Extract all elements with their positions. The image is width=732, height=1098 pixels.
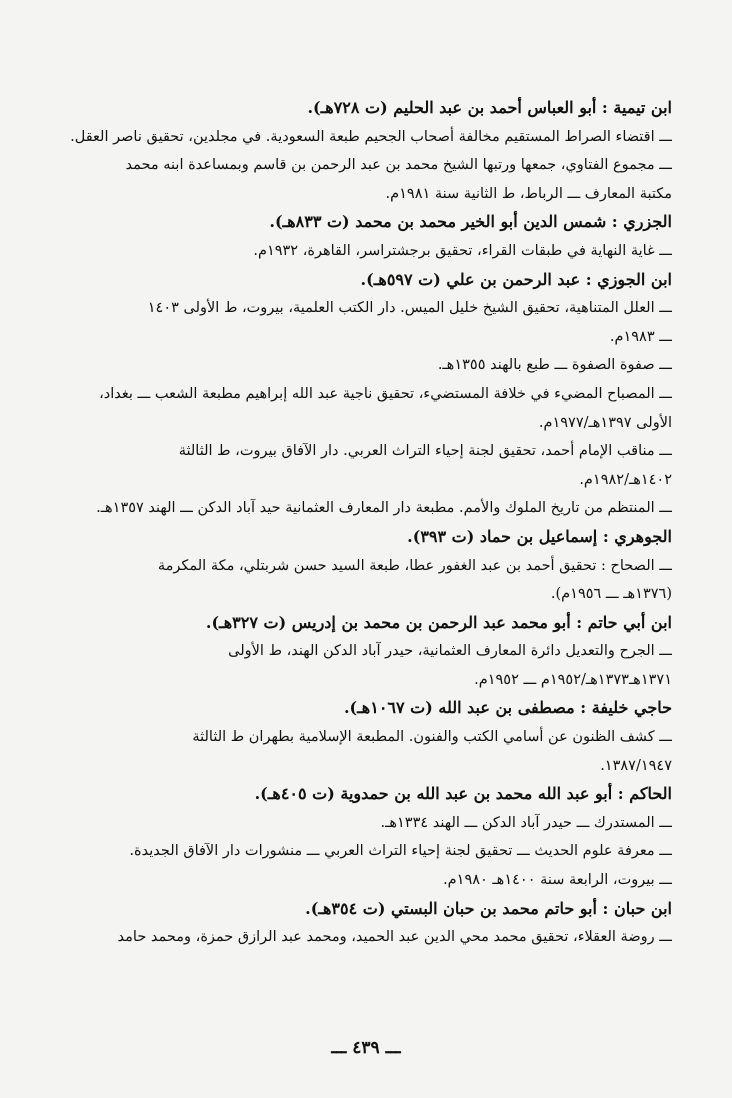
book-entry: ـــ العلل المتناهية، تحقيق الشيخ خليل الميس. دار الكتب العلمية، بيروت، ط الأولى ١٤٠٣ [147,300,672,317]
book-entry: ـــ صفوة الصفوة ـــ طبع بالهند ١٣٥٥هـ. [437,357,672,374]
book-entry: ـــ الجرح والتعديل دائرة المعارف العثمانية، حيدر آباد الدكن الهند، ط الأولى [228,643,672,660]
book-entry: ـــ كشف الظنون عن أسامي الكتب والفنون. المطبعة الإسلامية بطهران ط الثالثة [192,729,672,746]
author-heading: الحاكم : أبو عبد الله محمد بن عبد الله بن حمدوية (ت ٤٠٥هـ). [254,784,672,804]
book-entry-continuation: الأولى ١٣٩٧هـ/١٩٧٧م. [538,414,672,431]
book-entry: ـــ مجموع الفتاوي، جمعها ورتبها الشيخ محمد بن عبد الرحمن بن قاسم وبمساعدة ابنه محمد [125,157,672,174]
book-entry-continuation: ١٣٧١هـ١٣٧٣هـ/١٩٥٢م ـــ ١٩٥٢م. [474,671,672,688]
author-heading: ابن تيمية : أبو العباس أحمد بن عبد الحليم (ت ٧٢٨هـ). [307,98,672,117]
book-entry-continuation: مكتبة المعارف ـــ الرباط، ط الثانية سنة ١٩٨١م. [385,185,672,202]
book-entry: ـــ المستدرك ـــ حيدر آباد الدكن ـــ الهند ١٣٣٤هـ. [380,814,672,831]
book-entry-continuation: ١٤٠٢هـ/١٩٨٢م. [579,471,672,488]
book-entry: ـــ روضة العقلاء، تحقيق محمد محي الدين عبد الحميد، ومحمد عبد الرازق حمزة، ومحمد حامد [117,929,672,946]
book-entry: ـــ غاية النهاية في طبقات القراء، تحقيق برجشتراسر، القاهرة، ١٩٣٢م. [253,242,672,259]
page-number: ـــ ٤٣٩ ـــ [331,1038,401,1058]
book-entry-continuation: ١٣٨٧/١٩٤٧. [600,757,672,774]
book-entry-continuation: (١٣٧٦هـ ـــ ١٩٥٦م). [550,586,672,603]
book-entry-continuation: ـــ ١٩٨٣م. [609,328,672,345]
book-entry: ـــ المصباح المضيء في خلافة المستضيء، تحقيق ناجية عبد الله إبراهيم مطبعة الشعب ـــ بغداد، [99,385,672,402]
book-entry: ـــ معرفة علوم الحديث ـــ تحقيق لجنة إحياء التراث العربي ـــ منشورات دار الآفاق الجديدة. [129,843,672,860]
book-entry: ـــ اقتضاء الصراط المستقيم مخالفة أصحاب الجحيم طبعة السعودية. في مجلدين، تحقيق ناصر العقل. [70,128,672,145]
author-heading: الجزري : شمس الدين أبو الخير محمد بن محمد (ت ٨٣٣هـ). [269,212,672,232]
book-entry: ـــ الصحاح : تحقيق أحمد بن عبد الغفور عطا، طبعة السيد حسن شربتلي، مكة المكرمة [157,557,672,574]
author-heading: الجوهري : إسماعيل بن حماد (ت ٣٩٣). [407,526,672,546]
bibliography-page [62,94,672,952]
author-heading: ابن الجوزي : عبد الرحمن بن علي (ت ٥٩٧هـ). [360,269,672,289]
book-entry: ـــ مناقب الإمام أحمد، تحقيق لجنة إحياء التراث العربي. دار الآفاق بيروت، ط الثالثة [178,443,672,460]
author-heading: ابن حبان : أبو حاتم محمد بن حبان البستي (ت ٣٥٤هـ). [305,898,672,918]
book-entry: ـــ المنتظم من تاريخ الملوك والأمم. مطبعة دار المعارف العثمانية حيد آباد الدكن ـــ الهند ١٣٥٧هـ. [96,500,672,517]
author-heading: حاجي خليفة : مصطفى بن عبد الله (ت ١٠٦٧هـ). [343,698,672,718]
author-heading: ابن أبي حاتم : أبو محمد عبد الرحمن بن محمد بن إدريس (ت ٣٢٧هـ). [205,612,672,632]
book-entry: ـــ بيروت، الرابعة سنة ١٤٠٠هـ ١٩٨٠م. [443,872,672,889]
